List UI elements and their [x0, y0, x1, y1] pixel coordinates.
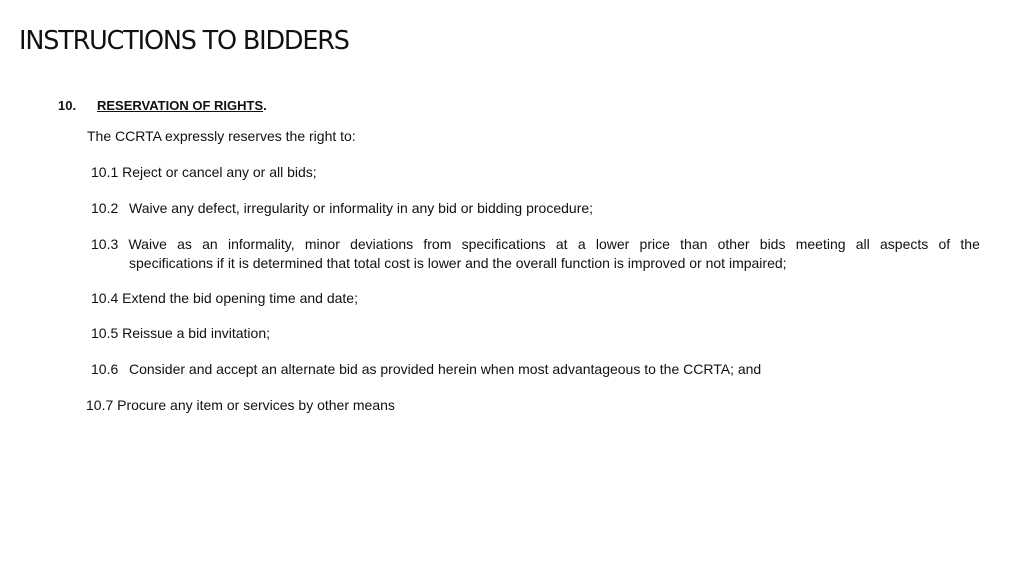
item-number: 10.1	[91, 164, 119, 180]
list-item	[91, 164, 317, 180]
section-number: 10.	[58, 98, 77, 113]
section-heading-suffix: .	[263, 98, 267, 113]
list-item	[91, 235, 980, 273]
item-text: Reject or cancel any or all bids;	[122, 164, 317, 180]
section-heading	[97, 98, 267, 113]
item-line: specifications if it is determined that total cost is lower and the overall function is improved or not impaired;	[129, 255, 787, 271]
list-item	[91, 290, 358, 306]
item-number: 10.3	[91, 236, 119, 252]
item-text: Procure any item or services by other means	[117, 397, 395, 413]
item-number: 10.6	[91, 361, 119, 377]
item-number: 10.2	[91, 200, 119, 216]
item-text: Consider and accept an alternate bid as provided herein when most advantageous to the CCRTA; and	[129, 361, 762, 377]
section-heading-text: RESERVATION OF RIGHTS	[97, 98, 264, 113]
item-number: 10.5	[91, 325, 119, 341]
slide-title: INSTRUCTIONS TO BIDDERS	[19, 26, 349, 56]
list-item	[86, 397, 395, 413]
list-item	[91, 361, 761, 377]
item-line: 10.3 Waive as an informality, minor deviations from specifications at a lower price than other bids meeting all aspects of the	[91, 236, 980, 252]
item-text: Waive any defect, irregularity or informality in any bid or bidding procedure;	[129, 200, 594, 216]
section-intro: The CCRTA expressly reserves the right to:	[87, 128, 356, 144]
list-item	[91, 200, 593, 216]
item-number: 10.4	[91, 290, 119, 306]
item-text: Extend the bid opening time and date;	[122, 290, 358, 306]
item-number: 10.7	[86, 397, 114, 413]
item-text: Reissue a bid invitation;	[122, 325, 271, 341]
list-item	[91, 325, 270, 341]
